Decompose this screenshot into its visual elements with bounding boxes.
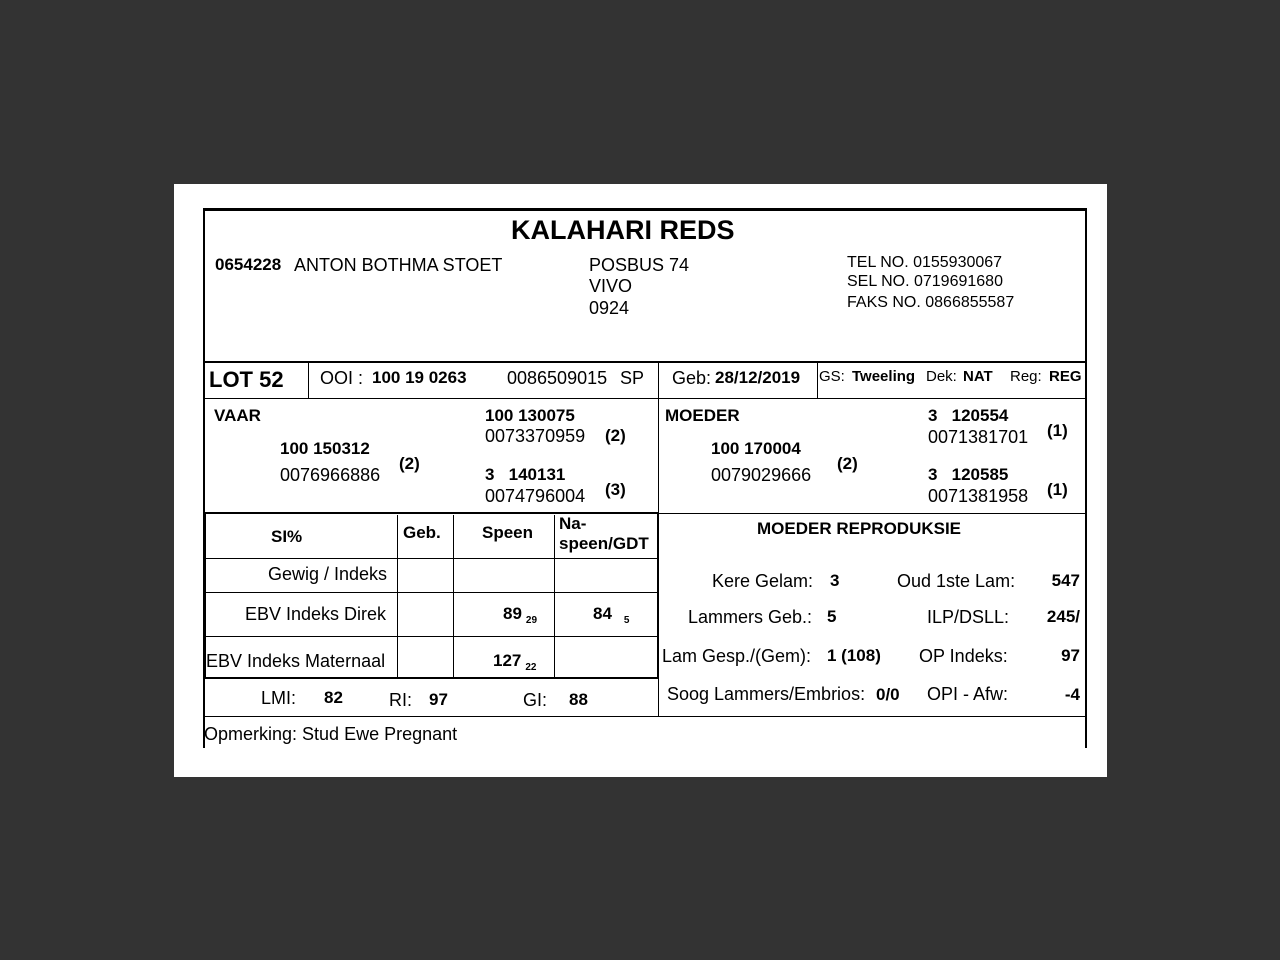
vaar-number: 100 150312 [280,439,370,458]
divider [204,677,659,679]
address-line-2: VIVO [589,276,633,296]
op-label: OP Indeks: [919,646,1008,666]
owner-name: ANTON BOTHMA STOET [294,255,503,275]
moeder-dam-number: 3 120585 [928,465,1009,484]
sp-label: SP [620,368,645,388]
opi-value: -4 [1064,685,1080,704]
faks-number: FAKS NO. 0866855587 [847,294,1015,311]
kere-label: Kere Gelam: [712,571,814,591]
gi-label: GI: [523,690,548,710]
moeder-sire-code: (1) [1047,421,1068,440]
sel-number: SEL NO. 0719691680 [847,273,1003,290]
divider [204,716,1087,717]
moeder-sire-number: 3 120554 [928,406,1009,425]
direk-speen: 89 $_{29}$ [503,604,538,626]
kere-value: 3 [830,571,840,590]
divider [658,678,659,716]
lammers-label: Lammers Geb.: [688,607,813,627]
divider [658,362,659,398]
op-value: 97 [1061,646,1080,665]
vaar-dam-id: 0074796004 [485,486,586,506]
vaar-dam-code: (3) [605,480,626,499]
col-header-si: SI% [271,527,303,546]
geb-date: 28/12/2019 [715,368,801,387]
divider [658,398,659,513]
divider [554,515,555,678]
ilp-value: 245/ [1046,607,1080,626]
oud-value: 547 [1051,571,1080,590]
vaar-sire-id: 0073370959 [485,426,586,446]
vaar-code: (2) [399,454,420,473]
divider [397,515,398,678]
geb-label: Geb: [672,368,712,388]
moeder-label: MOEDER [665,406,740,425]
divider [817,362,818,398]
divider [308,362,309,398]
lmi-value: 82 [324,688,343,707]
address-line-3: 0924 [589,298,630,318]
opi-label: OPI - Afw: [927,684,1009,704]
ooi-label: OOI : [320,368,364,388]
row-label-direk: EBV Indeks Direk [245,604,387,624]
col-header-geb: Geb. [403,523,441,542]
ilp-label: ILP/DSLL: [927,607,1010,627]
divider [204,361,1087,363]
maternaal-speen: 127 $_{22}$ [493,651,537,673]
reg-value: REG [1049,368,1082,385]
tel-number: TEL NO. 0155930067 [847,254,1003,271]
row-label-maternaal: EBV Indeks Maternaal [206,651,386,671]
moeder-sire-id: 0071381701 [928,427,1029,447]
page-title: KALAHARI REDS [511,215,735,245]
gesp-label: Lam Gesp./(Gem): [662,646,812,666]
lot-label: LOT 52 [209,367,284,392]
divider [204,636,659,637]
oud-label: Oud 1ste Lam: [897,571,1016,591]
divider [659,513,1087,514]
direk-naspeen: 84 $_5$ [593,604,630,626]
ri-label: RI: [389,690,413,710]
lmi-label: LMI: [261,688,297,708]
vaar-dam-number: 3 140131 [485,465,566,484]
divider [204,398,1087,399]
gi-value: 88 [569,690,588,709]
reg-label: Reg: [1010,368,1042,385]
gs-label: GS: [819,368,845,385]
vaar-label: VAAR [214,406,261,425]
ooi-number: 100 19 0263 [372,368,467,387]
moeder-dam-id: 0071381958 [928,486,1029,506]
moeder-code: (2) [837,454,858,473]
col-header-naspeen: Na- [559,514,587,533]
dek-value: NAT [963,368,993,385]
soog-label: Soog Lammers/Embrios: [667,684,866,704]
soog-value: 0/0 [876,685,900,704]
divider [204,592,659,593]
address-line-1: POSBUS 74 [589,255,690,275]
col-header-speen: Speen [482,523,534,542]
remark: Opmerking: Stud Ewe Pregnant [204,724,458,744]
repro-title: MOEDER REPRODUKSIE [757,519,962,538]
col-header-gdt: speen/GDT [559,534,649,553]
row-label-gewig: Gewig / Indeks [268,564,388,584]
gs-value: Tweeling [852,368,916,385]
divider [453,515,454,678]
vaar-sire-code: (2) [605,426,626,445]
vaar-sire-number: 100 130075 [485,406,575,425]
moeder-dam-code: (1) [1047,480,1068,499]
divider [657,513,659,678]
divider [204,512,659,514]
stud-number: 0654228 [215,255,282,274]
gesp-value: 1 (108) [827,646,881,665]
lammers-value: 5 [827,607,837,626]
dek-label: Dek: [926,368,957,385]
moeder-number: 100 170004 [711,439,801,458]
divider [204,558,659,559]
ooi-id: 0086509015 [507,368,608,388]
ri-value: 97 [429,690,448,709]
vaar-id: 0076966886 [280,465,381,485]
moeder-id: 0079029666 [711,465,812,485]
